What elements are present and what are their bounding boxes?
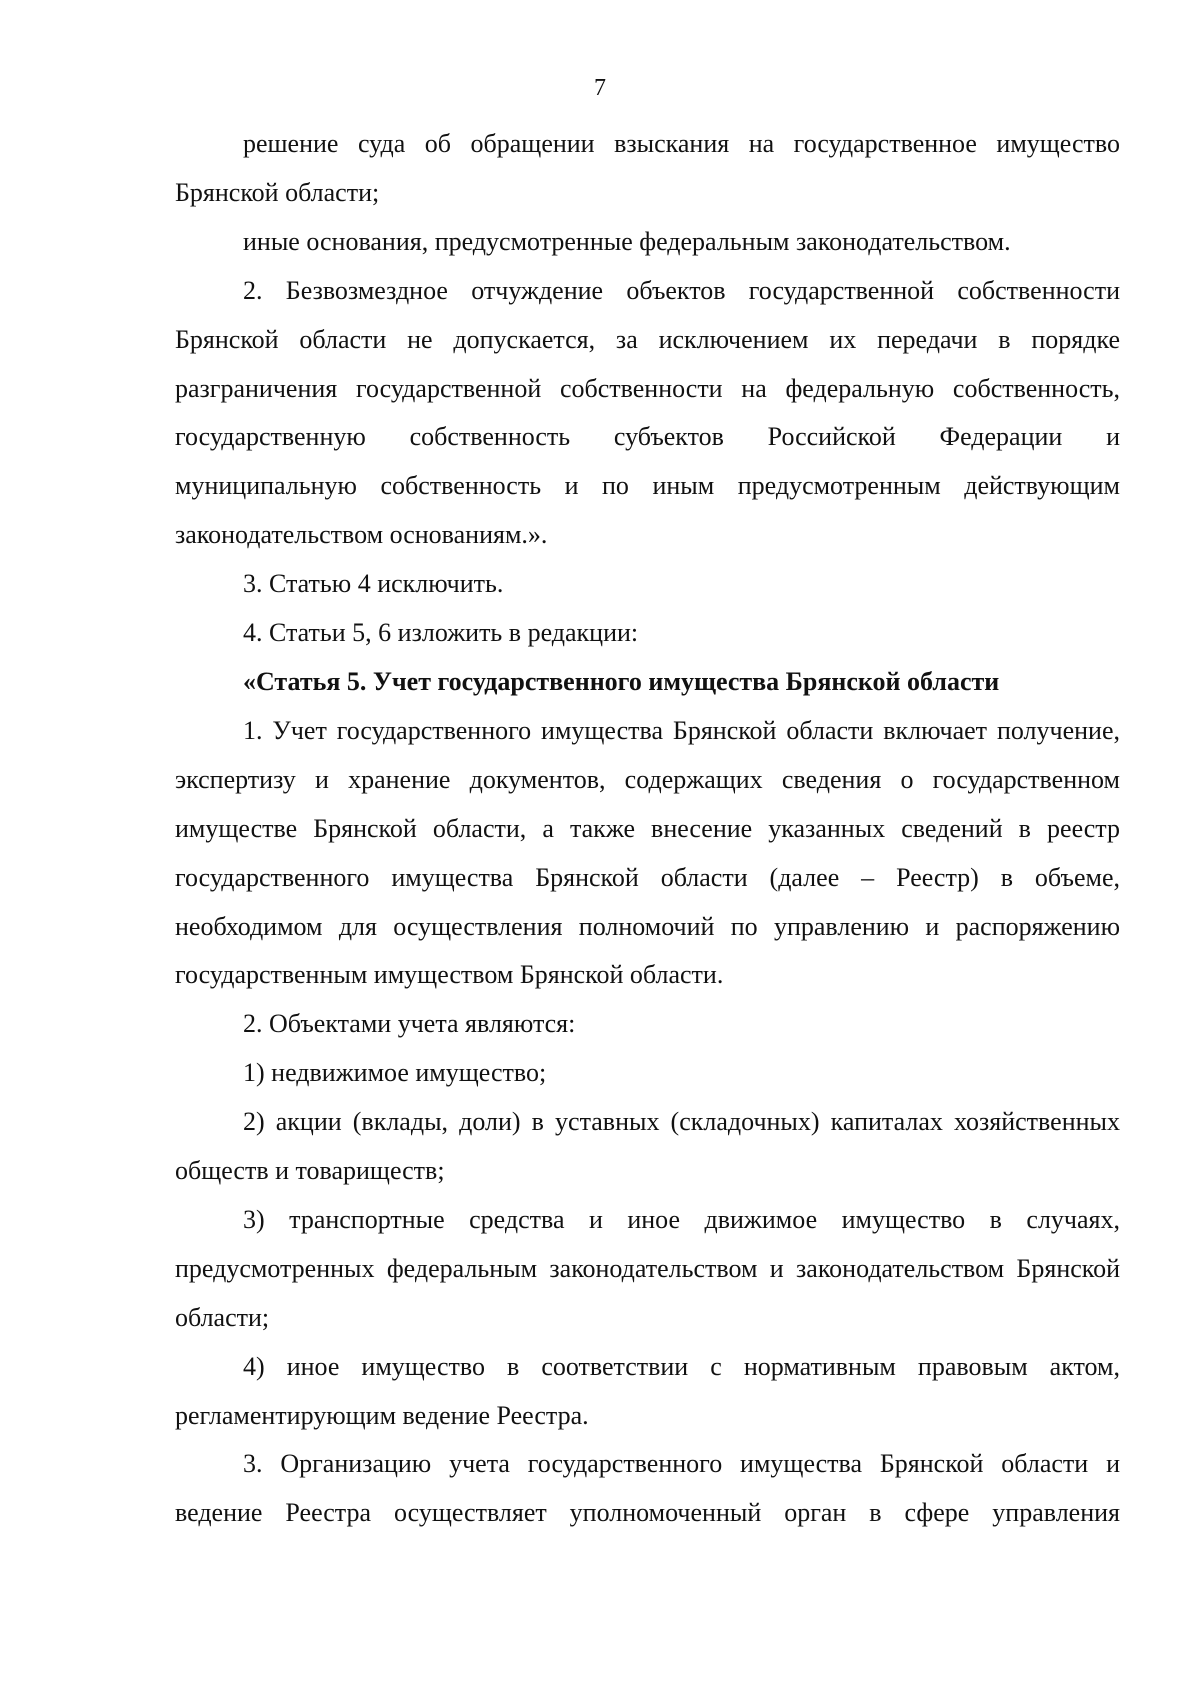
paragraph-gratuitous-alienation: 2. Безвозмездное отчуждение объектов государственной собственности Брянской области не допускается, за исключением их передачи в порядке разграничения государственной собственности на федеральную собственность, государственную собственность субъектов Российской Федерации и муниципальную собственность и по иным предусмотренным действующим законодательством основаниям.». (175, 275, 1120, 550)
list-item-other-property: 4) иное имущество в соответствии с нормативным правовым актом, регламентирующим ведение Реестра. (175, 1351, 1120, 1430)
list-item-shares: 2) акции (вклады, доли) в уставных (складочных) капиталах хозяйственных обществ и товариществ; (175, 1107, 1120, 1186)
paragraph-other-grounds: иные основания, предусмотренные федеральным законодательством. (243, 226, 1011, 256)
list-item-real-estate: 1) недвижимое имущество; (243, 1058, 547, 1088)
document-body (175, 120, 1120, 1538)
list-item-vehicles: 3) транспортные средства и иное движимое имущество в случаях, предусмотренных федеральным законодательством и законодательством Брянской области; (175, 1204, 1120, 1332)
page-number: 7 (594, 75, 606, 101)
paragraph-accounting-definition: 1. Учет государственного имущества Брянской области включает получение, экспертизу и хранение документов, содержащих сведения о государственном имуществе Брянской области, а также внесение указанных сведений в реестр государственного имущества Брянской области (далее – Реестр) в объеме, необходимом для осуществления полномочий по управлению и распоряжению государственным имуществом Брянской области. (175, 715, 1120, 990)
paragraph-accounting-objects: 2. Объектами учета являются: (243, 1009, 576, 1039)
paragraph-court-decision: решение суда об обращении взыскания на государственное имущество Брянской области; (175, 129, 1120, 207)
paragraph-registry-organization: 3. Организацию учета государственного имущества Брянской области и ведение Реестра осуществляет уполномоченный орган в сфере управления (175, 1449, 1120, 1528)
article-5-heading: «Статья 5. Учет государственного имущества Брянской области (243, 666, 1000, 696)
paragraph-articles-5-6-amend: 4. Статьи 5, 6 изложить в редакции: (243, 618, 639, 648)
paragraph-article-4-exclude: 3. Статью 4 исключить. (243, 569, 504, 599)
